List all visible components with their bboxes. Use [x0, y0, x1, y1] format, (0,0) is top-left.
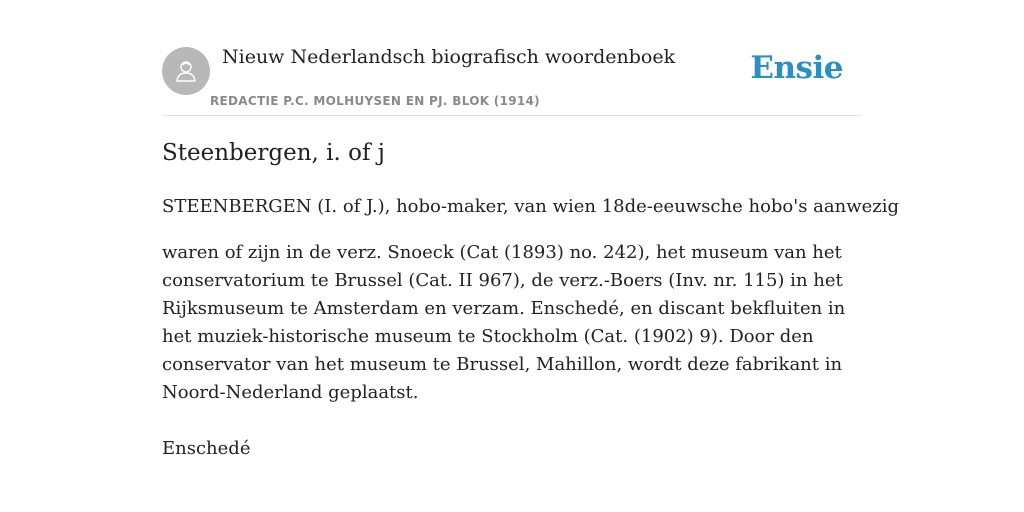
- entry-title: Steenbergen, i. of j: [162, 140, 385, 166]
- entry-body-text: waren of zijn in de verz. Snoeck (Cat (1893) no. 242), het museum van het conservatorium te Brussel (Cat. II 967), de verz.-Boers (Inv. nr. 115) in het Rijksmuseum te Amsterdam en verzam. Enschedé, en discant bekfluiten in het muziek-historische museum te Stockholm (Cat. (1902) 9). Door den conservator van het museum te Brussel, Mahillon, wordt deze fabrikant in Noord-Nederland geplaatst.: [162, 242, 846, 403]
- source-title[interactable]: Nieuw Nederlandsch biografisch woordenboek: [222, 46, 676, 68]
- source-subtitle: REDACTIE P.C. MOLHUYSEN EN PJ. BLOK (1914): [210, 94, 540, 108]
- ensie-logo[interactable]: Ensie: [750, 50, 843, 86]
- entry-lead-text: STEENBERGEN (I. of J.), hobo-maker, van wien 18de-eeuwsche hobo's aanwezig: [162, 196, 900, 217]
- source-header: [162, 0, 862, 116]
- source-avatar[interactable]: [162, 47, 210, 95]
- entry-author: Enschedé: [162, 438, 251, 459]
- page-container: [162, 0, 900, 459]
- user-icon: [172, 57, 200, 85]
